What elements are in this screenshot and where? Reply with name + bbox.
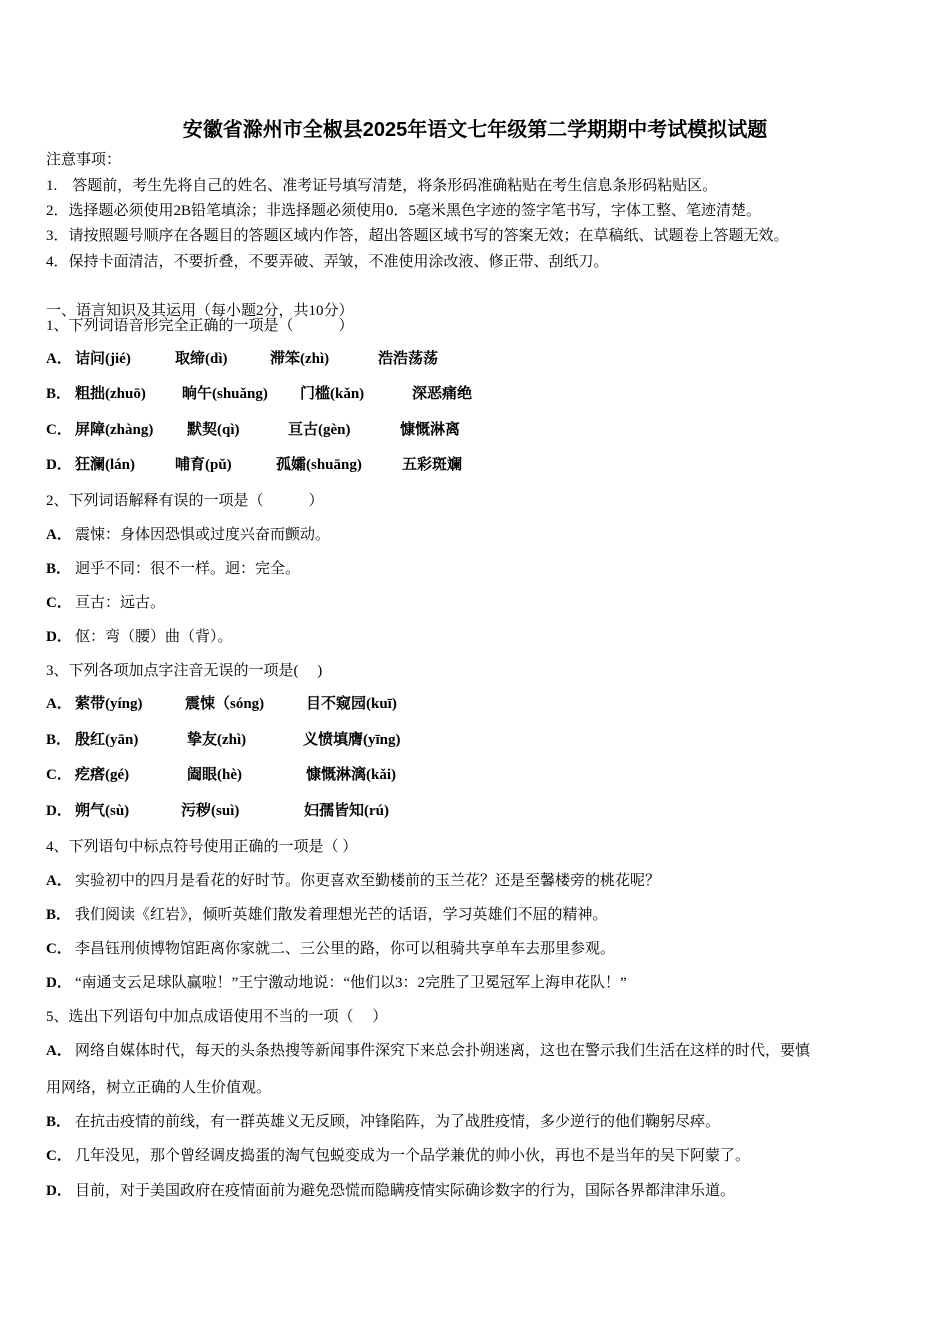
option-row	[46, 593, 906, 615]
option-text: 伛：弯（腰）曲（背）。	[75, 629, 233, 645]
option-letter: A．	[46, 351, 72, 367]
option-letter: B．	[46, 907, 72, 923]
option-item: 浩浩荡荡	[378, 351, 439, 367]
option-item: 门槛(kǎn)	[300, 386, 365, 402]
option-item: 阖眼(hè)	[187, 767, 242, 783]
option-row	[46, 420, 906, 442]
option-letter: D．	[46, 803, 72, 819]
option-item: 目不窥园(kuī)	[306, 696, 397, 712]
option-letter: B．	[46, 1114, 72, 1130]
option-row	[46, 384, 906, 406]
question-stem: 5、选出下列语句中加点成语使用不当的一项（ ）	[46, 1009, 388, 1025]
option-item: 屏障(zhàng)	[75, 422, 154, 438]
option-row	[46, 905, 906, 927]
option-letter: C．	[46, 595, 72, 611]
option-letter: D．	[46, 629, 72, 645]
option-letter: B．	[46, 561, 72, 577]
option-letter: B．	[46, 732, 72, 748]
page-title: 安徽省滁州市全椒县2025年语文七年级第二学期期中考试模拟试题	[182, 119, 768, 141]
option-letter: A．	[46, 696, 72, 712]
notice-heading: 注意事项：	[46, 152, 122, 168]
option-row	[46, 559, 906, 581]
option-row	[46, 694, 906, 716]
option-text: 李昌钰刑侦博物馆距离你家就二、三公里的路，你可以租骑共享单车去那里参观。	[75, 941, 616, 957]
option-item: 深恶痛绝	[412, 386, 473, 402]
option-text: 实验初中的四月是看花的好时节。你更喜欢至勤楼前的玉兰花？还是至馨楼旁的桃花呢？	[75, 873, 661, 889]
question-stem: 2、下列词语解释有误的一项是（ ）	[46, 493, 324, 509]
option-item: 朔气(sù)	[75, 803, 130, 819]
section-heading: 一、语言知识及其运用（每小题2分，共10分）	[46, 303, 354, 319]
option-letter: B．	[46, 386, 72, 402]
option-letter: C．	[46, 422, 72, 438]
option-text: 网络自媒体时代，每天的头条热搜等新闻事件深究下来总会扑朔迷离，这也在警示我们生活在这样的时代，要慎	[75, 1043, 811, 1059]
notice-item: 4．保持卡面清洁，不要折叠，不要弄破、弄皱，不准使用涂改液、修正带、刮纸刀。	[46, 254, 609, 270]
option-letter: D．	[46, 1183, 72, 1199]
option-row	[46, 973, 906, 995]
option-item: 五彩斑斓	[402, 457, 463, 473]
option-item: 慷慨淋离	[400, 422, 461, 438]
option-row	[46, 765, 906, 787]
option-row	[46, 730, 906, 752]
option-text: 目前，对于美国政府在疫情面前为避免恐慌而隐瞒疫情实际确诊数字的行为，国际各界都津津乐道。	[75, 1183, 736, 1199]
option-text: 迥乎不同：很不一样。迥：完全。	[75, 561, 301, 577]
option-item: 疙瘩(gé)	[75, 767, 130, 783]
option-row	[46, 801, 906, 823]
option-item: 妇孺皆知(rú)	[304, 803, 389, 819]
option-item: 亘古(gèn)	[288, 422, 351, 438]
option-item: 义愤填膺(yīng)	[303, 732, 401, 748]
notice-item: 1. 答题前，考生先将自己的姓名、准考证号填写清楚，将条形码准确粘贴在考生信息条形码粘贴区。	[46, 178, 718, 194]
option-letter: C．	[46, 941, 72, 957]
option-item: 慷慨淋漓(kǎi)	[306, 767, 397, 783]
option-row	[46, 1041, 906, 1063]
option-text: 几年没见，那个曾经调皮捣蛋的淘气包蜕变成为一个品学兼优的帅小伙，再也不是当年的吴下阿蒙了。	[75, 1148, 751, 1164]
option-letter: D．	[46, 975, 72, 991]
option-item: 哺育(pǔ)	[175, 457, 232, 473]
notice-item: 3．请按照题号顺序在各题目的答题区域内作答，超出答题区域书写的答案无效；在草稿纸、试题卷上答题无效。	[46, 228, 789, 244]
option-row	[46, 349, 906, 371]
option-letter: A．	[46, 873, 72, 889]
option-item: 诘问(jié)	[75, 351, 131, 367]
option-row	[46, 1112, 906, 1134]
option-text: 亘古：远古。	[75, 595, 166, 611]
option-item: 取缔(dì)	[175, 351, 228, 367]
question-stem: 4、下列语句中标点符号使用正确的一项是（ ）	[46, 839, 358, 855]
option-letter: A．	[46, 1043, 72, 1059]
option-letter: D．	[46, 457, 72, 473]
option-text: “南通支云足球队赢啦！”王宁激动地说：“他们以3：2完胜了卫冕冠军上海申花队！”	[75, 975, 627, 991]
option-item: 萦带(yíng)	[75, 696, 143, 712]
option-item: 殷红(yān)	[75, 732, 139, 748]
option-item: 晌午(shuǎng)	[182, 386, 268, 402]
option-row	[46, 871, 906, 893]
option-item: 滞笨(zhì)	[270, 351, 330, 367]
option-item: 挚友(zhì)	[187, 732, 247, 748]
question-stem: 1、下列词语音形完全正确的一项是（ ）	[46, 318, 354, 334]
option-text-continued: 用网络，树立正确的人生价值观。	[46, 1080, 272, 1096]
option-item: 默契(qì)	[187, 422, 240, 438]
option-text: 震悚：身体因恐惧或过度兴奋而颤动。	[75, 527, 331, 543]
option-letter: A．	[46, 527, 72, 543]
option-item: 污秽(suì)	[181, 803, 240, 819]
option-item: 狂澜(lán)	[75, 457, 136, 473]
notice-item: 2．选择题必须使用2B铅笔填涂；非选择题必须使用0．5毫米黑色字迹的签字笔书写，字体工整、笔迹清楚。	[46, 203, 762, 219]
option-row	[46, 1181, 906, 1203]
option-item: 震悚（sóng)	[185, 696, 265, 712]
option-text: 在抗击疫情的前线，有一群英雄义无反顾，冲锋陷阵，为了战胜疫情，多少逆行的他们鞠躬尽瘁。	[75, 1114, 721, 1130]
option-item: 孤孀(shuāng)	[276, 457, 362, 473]
option-item: 粗拙(zhuō)	[75, 386, 146, 402]
option-letter: C．	[46, 1148, 72, 1164]
option-row	[46, 525, 906, 547]
option-row	[46, 627, 906, 649]
option-letter: C．	[46, 767, 72, 783]
option-row	[46, 1146, 906, 1168]
question-stem: 3、下列各项加点字注音无误的一项是( )	[46, 663, 323, 679]
option-text: 我们阅读《红岩》，倾听英雄们散发着理想光芒的话语，学习英雄们不屈的精神。	[75, 907, 608, 923]
option-row	[46, 939, 906, 961]
option-row	[46, 455, 906, 477]
